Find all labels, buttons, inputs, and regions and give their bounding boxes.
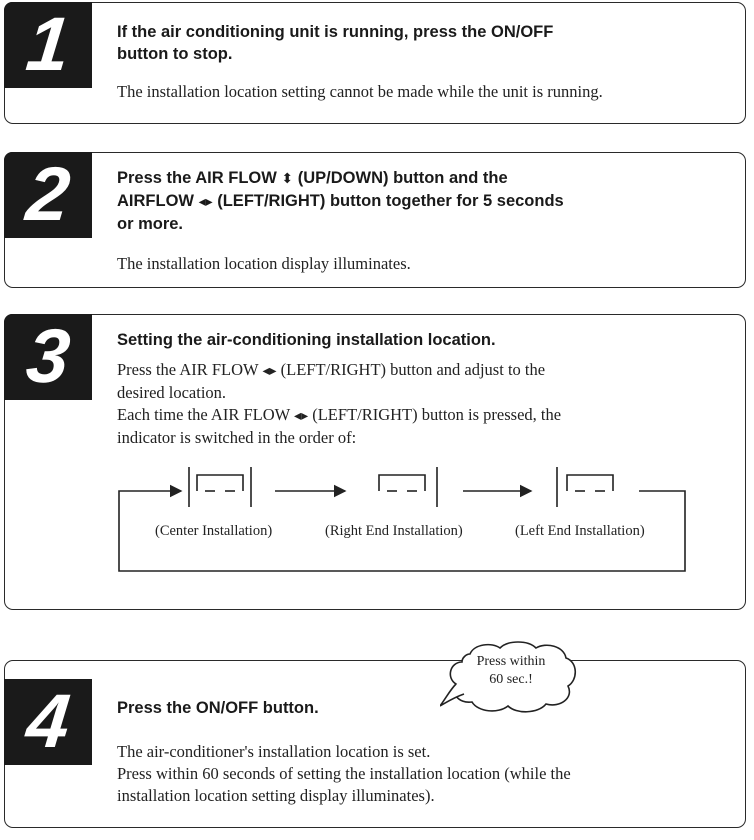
left-right-arrow-icon: ◂▸ [262, 363, 277, 379]
left-right-arrow-icon: ◂▸ [198, 194, 213, 210]
label-right-end-installation: (Right End Installation) [325, 523, 463, 539]
step-2-title: Press the AIR FLOW ⬍ (UP/DOWN) button and the AIRFLOW ◂▸ (LEFT/RIGHT) button together for 5 seconds or more. [117, 169, 564, 233]
step-4-box [4, 660, 746, 828]
step-4-number: 4 [4, 679, 92, 765]
callout-text: Press within 60 sec.! [476, 654, 546, 687]
center-installation-indicator [189, 467, 251, 507]
step-3-box [4, 314, 746, 610]
label-left-end-installation: (Left End Installation) [515, 523, 645, 539]
left-end-installation-indicator [557, 467, 613, 507]
left-right-arrow-icon: ◂▸ [294, 408, 309, 424]
step-1-title: If the air conditioning unit is running, press the ON/OFF button to stop. [117, 23, 554, 63]
step-3-number: 3 [4, 314, 92, 400]
step-2-number: 2 [4, 152, 92, 238]
step-4-description: The air-conditioner's installation location is set. Press within 60 seconds of setting the installation location (while the installation location setting display illuminates). [117, 742, 571, 805]
step-1-number: 1 [4, 2, 92, 88]
step-1-box [4, 2, 746, 124]
step-3-description: Press the AIR FLOW ◂▸ (LEFT/RIGHT) button and adjust to the desired location. Each time the AIR FLOW ◂▸ (LEFT/RIGHT) button is pressed, the indicator is switched in the order of: [117, 360, 562, 447]
step-3-title: Setting the air-conditioning installation location. [117, 331, 496, 349]
label-center-installation: (Center Installation) [155, 523, 273, 539]
step-2-box [4, 152, 746, 288]
up-down-arrow-icon: ⬍ [281, 171, 294, 187]
step-1-description: The installation location setting cannot be made while the unit is running. [117, 82, 603, 101]
step-2-description: The installation location display illuminates. [117, 254, 411, 273]
step-4-title: Press the ON/OFF button. [117, 699, 319, 717]
right-end-installation-indicator [379, 467, 437, 507]
